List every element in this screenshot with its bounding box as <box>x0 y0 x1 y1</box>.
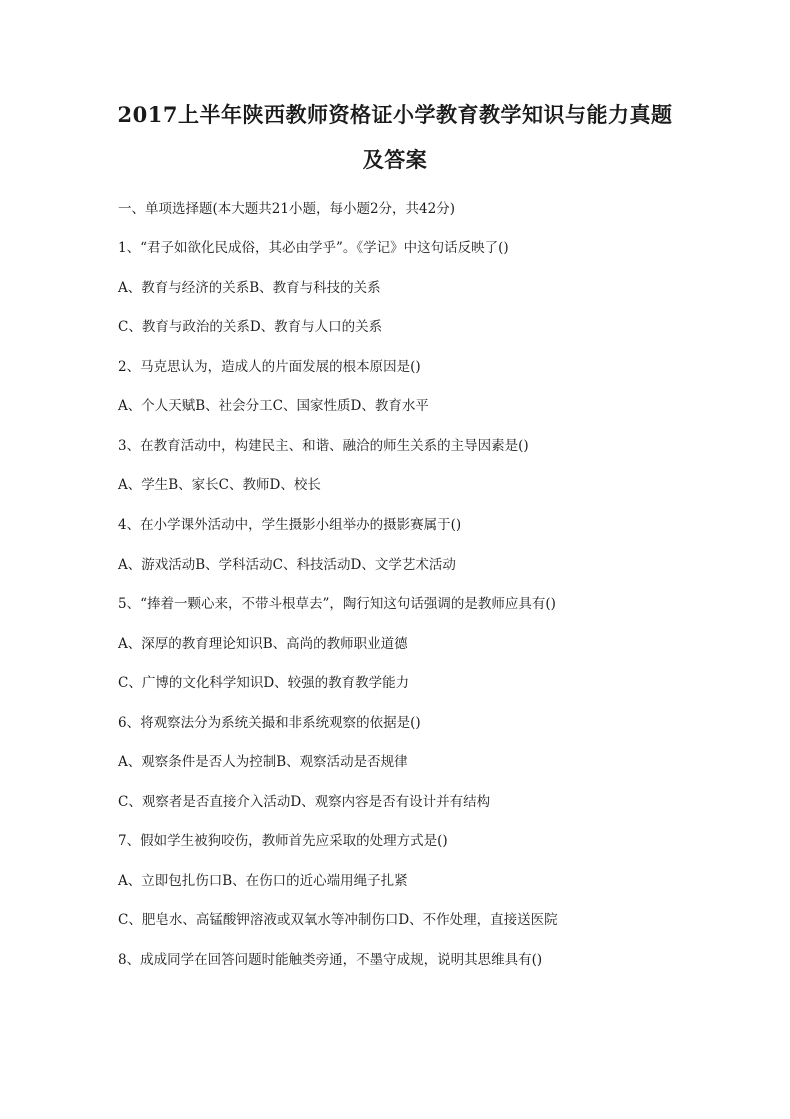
question-7: 7、假如学生被狗咬伤，教师首先应采取的处理方式是() <box>118 833 448 849</box>
question-7-options-cd: C、肥皂水、高锰酸钾溶液或双氧水等冲制伤口D、不作处理，直接送医院 <box>118 912 558 928</box>
question-8: 8、成成同学在回答问题时能触类旁通，不墨守成规，说明其思维具有() <box>118 952 543 968</box>
question-5: 5、“捧着一颗心来，不带斗根草去”，陶行知这句话强调的是教师应具有() <box>118 596 556 612</box>
question-5-options-ab: A、深厚的教育理论知识B、高尚的教师职业道德 <box>118 636 408 652</box>
question-2: 2、马克思认为，造成人的片面发展的根本原因是() <box>118 359 421 375</box>
question-1-options-cd: C、教育与政治的关系D、教育与人口的关系 <box>118 319 383 335</box>
question-1: 1、“君子如欲化民成俗，其必由学乎”。《学记》中这句话反映了() <box>118 240 509 256</box>
question-6-options-ab: A、观察条件是否人为控制B、观察活动是否规律 <box>118 754 408 770</box>
question-6: 6、将观察法分为系统关撮和非系统观察的依据是() <box>118 715 421 731</box>
question-3-options: A、学生B、家长C、教师D、校长 <box>118 477 321 493</box>
question-1-options-ab: A、教育与经济的关系B、教育与科技的关系 <box>118 280 381 296</box>
question-3: 3、在教育活动中，构建民主、和谐、融洽的师生关系的主导因素是() <box>118 438 529 454</box>
document-title-line-1: 2017上半年陕西教师资格证小学教育教学知识与能力真题 <box>117 102 673 127</box>
question-2-options: A、个人天赋B、社会分工C、国家性质D、教育水平 <box>118 398 429 414</box>
question-7-options-ab: A、立即包扎伤口B、在伤口的近心端用绳子扎紧 <box>118 873 408 889</box>
question-4-options: A、游戏活动B、学科活动C、科技活动D、文学艺术活动 <box>118 557 456 573</box>
question-6-options-cd: C、观察者是否直接介入活动D、观察内容是否有设计并有结构 <box>118 794 491 810</box>
document-title-line-2: 及答案 <box>362 147 428 172</box>
question-4: 4、在小学课外活动中，学生摄影小组举办的摄影赛属于() <box>118 517 462 533</box>
section-heading: 一、单项选择题(本大题共21小题，每小题2分，共42分) <box>118 201 455 217</box>
question-5-options-cd: C、广博的文化科学知识D、较强的教育教学能力 <box>118 675 410 691</box>
